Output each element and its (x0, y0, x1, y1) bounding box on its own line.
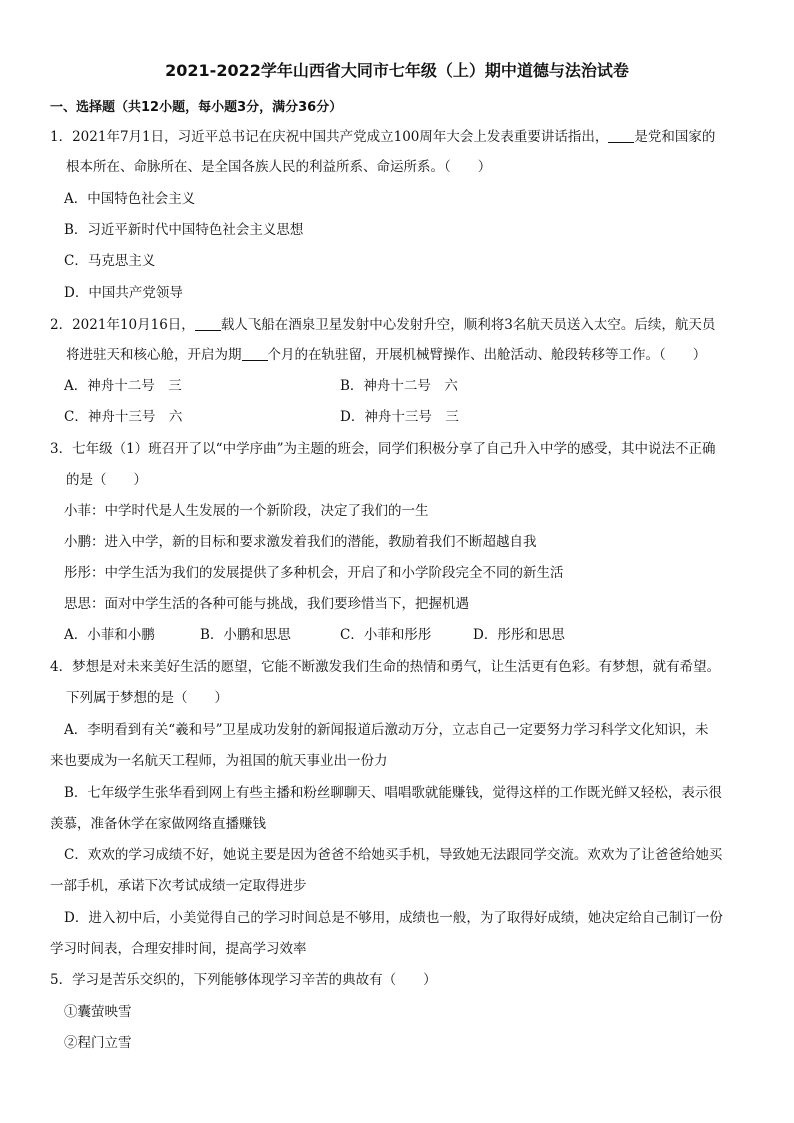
question-3-statement-2: 小鹏：进入中学，新的目标和要求激发着我们的潜能，教励着我们不断超越自我 (64, 534, 537, 550)
question-3-statement-1: 小菲：中学时代是人生发展的一个新阶段，决定了我们的一生 (64, 503, 429, 519)
question-4-option-b-line-1: B．七年级学生张华看到网上有些主播和粉丝聊聊天、唱唱歌就能赚钱，觉得这样的工作既光鲜又轻松，表示很 (64, 785, 722, 801)
question-3-line-2: 的是（ ） (66, 472, 147, 488)
question-5-item-1: ①囊萤映雪 (64, 1004, 132, 1020)
question-1-line-2: 根本所在、命脉所在、是全国各族人民的利益所系、命运所系。（ ） (66, 159, 492, 175)
question-2-line-2: 将进驻天和核心舱，开启为期 个月的在轨驻留，开展机械臂操作、出舱活动、舱段转移等工作。（ ） (66, 347, 707, 363)
section-heading: 一、选择题（共12小题，每小题3分，满分36分） (50, 100, 343, 115)
question-1-option-a: A．中国特色社会主义 (64, 191, 196, 207)
question-1-option-d: D．中国共产党领导 (64, 285, 183, 301)
question-4-option-b-line-2: 羡慕，准备休学在家做网络直播赚钱 (50, 816, 266, 832)
answer-blank (195, 316, 221, 331)
question-5-item-2: ②程门立雪 (64, 1035, 132, 1051)
question-1-line-1: 1．2021年7月1日，习近平总书记在庆祝中国共产党成立100周年大会上发表重要讲话指出， 是党和国家的 (50, 129, 716, 145)
question-3-statement-3: 彤彤：中学生活为我们的发展提供了多种机会，开启了和小学阶段完全不同的新生活 (64, 565, 564, 581)
question-2-line-1: 2．2021年10月16日， 载人飞船在酒泉卫星发射中心发射升空，顺利将3名航天员送入太空。后续，航天员 (50, 317, 716, 333)
question-4-option-a-line-2: 来也要成为一名航天工程师，为祖国的航天事业出一份力 (50, 753, 388, 769)
question-1-option-c: C．马克思主义 (64, 253, 156, 269)
question-3-option-a: A．小菲和小鹏 (64, 627, 155, 643)
answer-blank (608, 128, 634, 143)
question-5-line-1: 5．学习是苦乐交织的，下列能够体现学习辛苦的典故有（ ） (50, 972, 437, 988)
question-3-statement-4: 思思：面对中学生活的各种可能与挑战，我们要珍惜当下，把握机遇 (64, 596, 469, 612)
page-title: 2021-2022学年山西省大同市七年级（上）期中道德与法治试卷 (165, 61, 629, 80)
question-4-line-2: 下列属于梦想的是（ ） (66, 690, 228, 706)
question-3-option-b: B．小鹏和思思 (200, 627, 291, 643)
question-3-option-c: C．小菲和彤彤 (340, 627, 432, 643)
question-3-line-1: 3．七年级（1）班召开了以“中学序曲”为主题的班会，同学们积极分享了自己升入中学的感受，其中说法不正确 (50, 441, 716, 457)
question-1-option-b: B．习近平新时代中国特色社会主义思想 (64, 222, 304, 238)
question-2-option-d: D．神舟十三号 三 (340, 409, 459, 425)
question-2-option-c: C．神舟十三号 六 (64, 409, 183, 425)
answer-blank (242, 346, 268, 361)
question-4-option-c-line-2: 一部手机，承诺下次考试成绩一定取得进步 (50, 878, 307, 894)
question-4-line-1: 4．梦想是对未来美好生活的愿望，它能不断激发我们生命的热情和勇气，让生活更有色彩。有梦想，就有希望。 (50, 659, 721, 675)
question-4-option-a-line-1: A．李明看到有关“羲和号”卫星成功发射的新闻报道后激动万分，立志自己一定要努力学习科学文化知识，未 (64, 722, 709, 738)
question-4-option-d-line-1: D．进入初中后，小美觉得自己的学习时间总是不够用，成绩也一般，为了取得好成绩，她决定给自己制订一份 (64, 910, 723, 926)
question-4-option-c-line-1: C．欢欢的学习成绩不好，她说主要是因为爸爸不给她买手机，导致她无法跟同学交流。欢欢为了让爸爸给她买 (64, 847, 723, 863)
question-4-option-d-line-2: 学习时间表，合理安排时间，提高学习效率 (50, 941, 307, 957)
question-2-option-b: B．神舟十二号 六 (340, 378, 458, 394)
question-2-option-a: A．神舟十二号 三 (64, 378, 182, 394)
question-3-option-d: D．彤彤和思思 (473, 627, 565, 643)
